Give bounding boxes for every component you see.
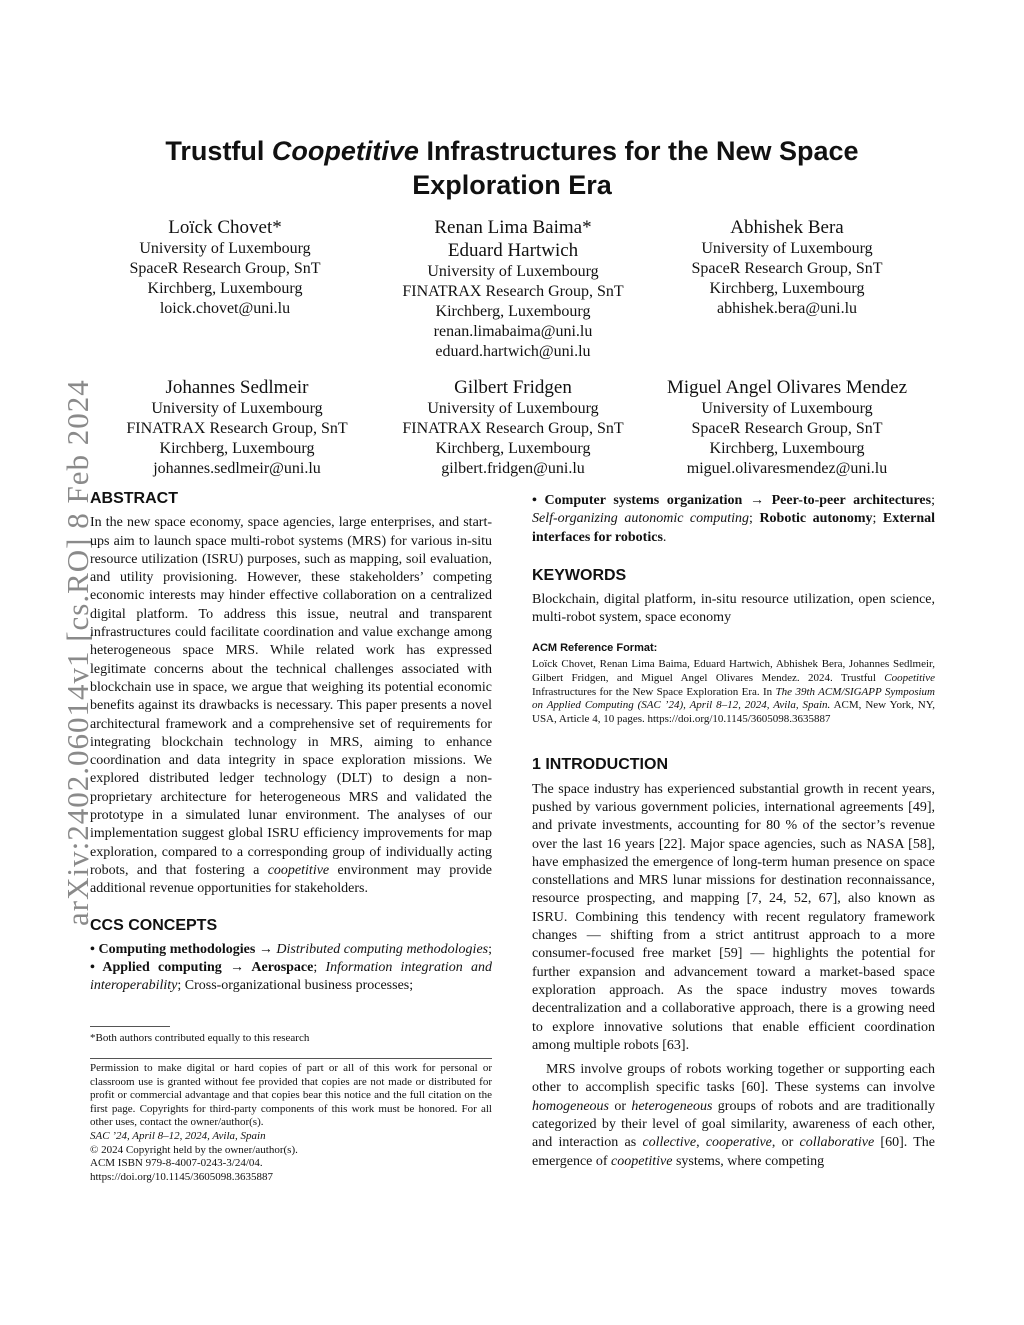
author-location: Kirchberg, Luxembourg <box>435 440 591 457</box>
author-email[interactable]: miguel.olivaresmendez@uni.lu <box>686 460 888 477</box>
reference-format <box>532 642 935 727</box>
abstract-heading: ABSTRACT <box>90 490 178 507</box>
author-location: Kirchberg, Luxembourg <box>709 280 865 297</box>
author-email[interactable]: abhishek.bera@uni.lu <box>716 300 858 317</box>
reference-format-text: Loïck Chovet, Renan Lima Baima, Eduard Hartwich, Abhishek Bera, Johannes Sedlmeir, Gilbert Fridgen, and Miguel Angel Olivares Mendez. 2024. Trustful Coopetitive Infrastructures for the New Space Exploration Era. In The 39th ACM/SIGAPP Symposium on Applied Computing (SAC ’24), April 8–12, 2024, Avila, Spain. ACM, New York, NY, USA, Article 4, 10 pages. https://doi.org/10.1145/3605098.3635887 <box>532 658 935 725</box>
author-email[interactable]: renan.limabaima@uni.lu <box>433 323 593 340</box>
permission-rule <box>90 1058 492 1059</box>
ccs-heading: CCS CONCEPTS <box>90 916 218 934</box>
author-affiliation: University of Luxembourg <box>427 400 599 417</box>
permission-text: Permission to make digital or hard copies of part or all of this work for personal or classroom use is granted without fee provided that copies are not made or distributed for profit or commercial advantage and that copies bear this notice and the full citation on the first page. Copyrights for third-party components of this work must be honored. For all other uses, contact the owner/author(s). <box>90 1062 492 1129</box>
keywords-heading: KEYWORDS <box>532 566 627 584</box>
venue-text: SAC ’24, April 8–12, 2024, Avila, Spain <box>90 1129 266 1142</box>
footnote: *Both authors contributed equally to this research <box>90 1032 310 1044</box>
author-group: FINATRAX Research Group, SnT <box>402 283 624 300</box>
author-affiliation: University of Luxembourg <box>701 240 873 257</box>
author-affiliation: University of Luxembourg <box>701 400 873 417</box>
author-group: SpaceR Research Group, SnT <box>691 260 883 277</box>
author-email[interactable]: gilbert.fridgen@uni.lu <box>441 460 585 477</box>
author-block-2 <box>377 216 649 362</box>
introduction-heading: 1 INTRODUCTION <box>532 756 668 774</box>
author-block-3 <box>662 216 912 319</box>
arxiv-identifier: arXiv:2402.06014v1 [cs.RO] 8 Feb 2024 <box>60 379 95 926</box>
ccs-text-right: • Computer systems organization → Peer-to-peer architectures; Self-organizing autonomic computing; Robotic autonomy; External interfaces for robotics. <box>532 493 936 545</box>
author-name: Abhishek Bera <box>730 217 844 238</box>
author-affiliation: University of Luxembourg <box>427 263 599 280</box>
reference-format-heading: ACM Reference Format: <box>532 641 658 654</box>
footnote-rule <box>90 1026 170 1027</box>
author-email[interactable]: loick.chovet@uni.lu <box>159 300 291 317</box>
author-name: Johannes Sedlmeir <box>165 377 309 398</box>
author-email-2[interactable]: eduard.hartwich@uni.lu <box>435 343 591 360</box>
author-name-2: Eduard Hartwich <box>447 240 579 261</box>
arxiv-sidebar <box>6 366 95 926</box>
doi-link[interactable]: https://doi.org/10.1145/3605098.3635887 <box>90 1170 274 1183</box>
author-group: FINATRAX Research Group, SnT <box>402 420 624 437</box>
copyright-text: © 2024 Copyright held by the owner/author(s). <box>90 1143 298 1156</box>
permission-block <box>90 1062 492 1184</box>
author-group: FINATRAX Research Group, SnT <box>126 420 348 437</box>
author-email[interactable]: johannes.sedlmeir@uni.lu <box>153 460 321 477</box>
left-column <box>90 490 492 996</box>
author-location: Kirchberg, Luxembourg <box>159 440 315 457</box>
author-affiliation: University of Luxembourg <box>151 400 323 417</box>
abstract-text: In the new space economy, space agencies, large enterprises, and start-ups aim to launch space multi-robot systems (MRS) for various in-situ resource utilization (ISRU) purposes, such as mapping, soil evaluation, and utility provisioning. However, these stakeholders’ competing economic interests may hinder effective collaboration on a centralized digital platform. To address this issue, neutral and transparent infrastructures could facilitate coordination and value exchange among heterogeneous space MRS. While related work has expressed legitimate concerns about the technical challenges associated with blockchain use in space, we argue that weighing its potential economic benefits against its drawbacks is necessary. This paper presents a novel architectural framework and a comprehensive set of requirements for integrating blockchain technology in MRS, aiming to enhance coordination and data integrity in space exploration missions. We explored distributed ledger technology (DLT) to design a non-proprietary architecture for heterogeneous MRS and validated the prototype in a simulated lunar environment. The analyses of our implementation suggest global ISRU efficiency improvements for map exploration, compared to a corresponding group of individually acting robots, and that fostering a coopetitive environment may provide additional revenue opportunities for stakeholders. <box>90 515 492 897</box>
author-block-6 <box>650 376 924 479</box>
intro-paragraph-2: MRS involve groups of robots working together or supporting each other to accomplish specific tasks [60]. These systems can involve homogeneous or heterogeneous groups of robots and are traditionally categorized by their level of goal similarity, awareness of each other, and interaction as collective, cooperative, or collaborative [60]. The emergence of coopetitive systems, where competing <box>532 1062 935 1169</box>
author-name: Renan Lima Baima* <box>434 217 592 238</box>
intro-paragraph-1: The space industry has experienced substantial growth in recent years, pushed by various government policies, international agreements [49], and private investments, accounting for 80 % of the sector’s revenue over the last 16 years [22]. Major space agencies, such as NASA [58], have emphasized the emergence of long-term human presence on space constellations and MRS lunar missions for destination reconnaissance, resource prospecting, and mapping [7, 24, 52, 67], also known as ISRU. Combining this tendency with recent regulatory framework changes — shifting from a strict antitrust approach to a more consumer-focused free market [59] — highlights the potential for further expansion and advancement toward a market-based space exploration approach. As the space industry moves towards decentralization and a collaborative approach, there is a growing need to explore innovative solutions that enable efficient coordination among multiple robots [63]. <box>532 781 935 1053</box>
ccs-text-left: • Computing methodologies → Distributed computing methodologies; • Applied computing → Aerospace; Information integration and interoperability; Cross-organizational business processes; <box>90 941 492 994</box>
isbn-text: ACM ISBN 979-8-4007-0243-3/24/04. <box>90 1157 263 1170</box>
author-group: SpaceR Research Group, SnT <box>691 420 883 437</box>
author-block-4 <box>100 376 374 479</box>
author-group: SpaceR Research Group, SnT <box>129 260 321 277</box>
author-name: Gilbert Fridgen <box>454 377 572 398</box>
author-block-5 <box>377 376 649 479</box>
author-block-1 <box>100 216 350 319</box>
right-column <box>532 492 935 1171</box>
keywords-text: Blockchain, digital platform, in-situ resource utilization, open science, multi-robot system, space economy <box>532 592 935 626</box>
author-location: Kirchberg, Luxembourg <box>709 440 865 457</box>
author-location: Kirchberg, Luxembourg <box>147 280 303 297</box>
author-affiliation: University of Luxembourg <box>139 240 311 257</box>
author-name: Loïck Chovet* <box>168 217 282 238</box>
author-name: Miguel Angel Olivares Mendez <box>666 377 908 398</box>
paper-title: Trustful Coopetitive Infrastructures for the New Space Exploration Era <box>165 136 859 200</box>
author-location: Kirchberg, Luxembourg <box>435 303 591 320</box>
